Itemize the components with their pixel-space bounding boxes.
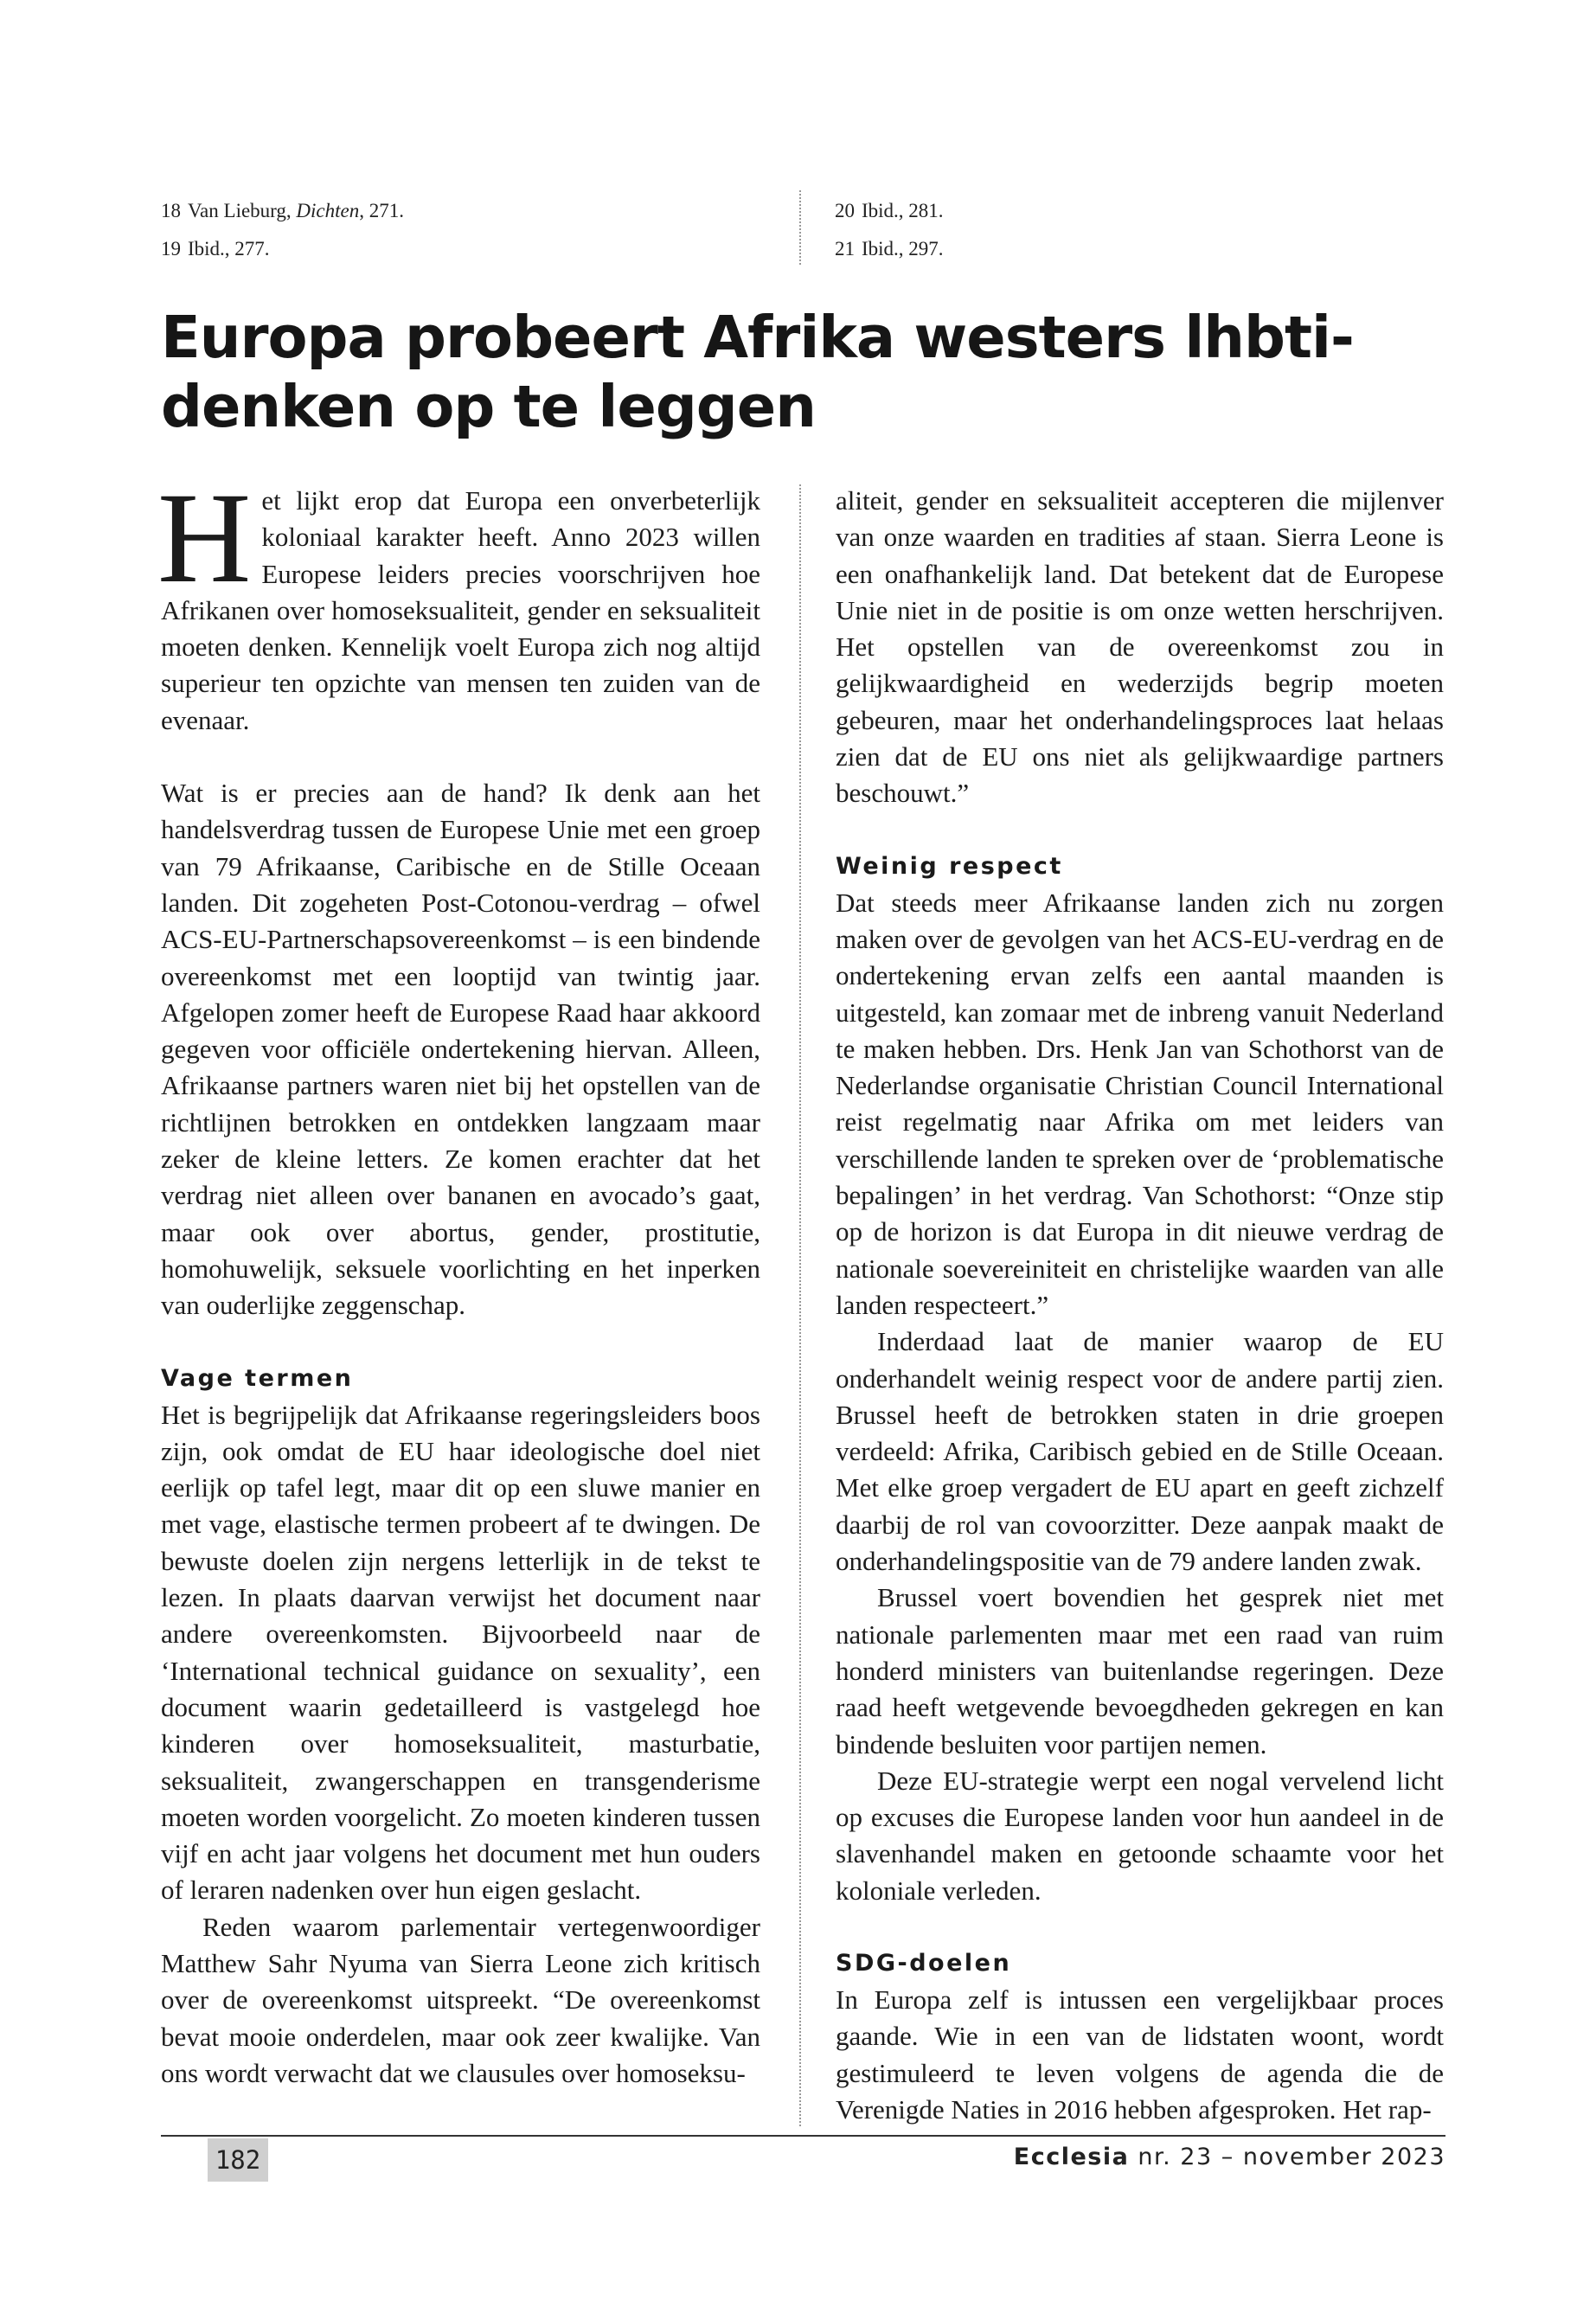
footnote-20: 20 Ibid., 281. xyxy=(835,200,944,221)
footnotes-left xyxy=(161,192,766,268)
footnote-19: 19 Ibid., 277. xyxy=(161,238,270,260)
paragraph: Het lijkt erop dat Europa een onverbeterlijk koloniaal karakter heeft. Anno 2023 willen Europese leiders precies voorschrijven hoe Afrikanen over homoseksualiteit, gender en seksualiteit moeten denken. Kennelijk voelt Europa zich nog altijd superieur ten opzichte van mensen ten zuiden van de evenaar. xyxy=(157,466,760,735)
column-divider xyxy=(799,484,801,2126)
page-number: 182 xyxy=(208,2138,268,2182)
paragraph: Dat steeds meer Afrikaanse landen zich nu zorgen maken over de gevolgen van het ACS-EU-verdrag en de ondertekening ervan zelfs een aantal maanden is uitgesteld, kan zomaar met de inbreng vanuit Nederland te maken hebben. Drs. Henk Jan van Schothorst van de Nederlandse organisatie Christian Council International reist regelmatig naar Afrika om met leiders van verschillende landen te spreken over de ‘problematische bepalingen’ in het verdrag. Van Schothorst: “Onze stip op de horizon is dat Europa in dit nieuwe verdrag de nationale soevereiniteit en christelijke waarden van alle landen respecteert.” xyxy=(836,887,1444,1320)
footnotes-right xyxy=(835,192,1440,268)
paragraph: aliteit, gender en seksualiteit accepteren die mijlenver van onze waarden en tradities af staan. Sierra Leone is een onafhankelijk land. Dat betekent dat de Europese Unie niet in de positie is om onze wetten herschrijven. Het opstellen van de overeenkomst zou in gelijkwaardigheid en wederzijds begrip moeten gebeuren, maar het onderhandelingsproces laat helaas zien dat de EU ons niet als gelijkwaardige partners beschouwt.” xyxy=(836,485,1444,809)
footnote-divider xyxy=(799,190,801,265)
paragraph: Deze EU-strategie werpt een nogal vervelend licht op excuses die Europese landen voor hun aandeel in de slavenhandel maken en getoonde schaamte voor het koloniale verleden. xyxy=(836,1765,1444,1906)
footnote-21: 21 Ibid., 297. xyxy=(835,238,944,260)
footnote-18: 18 Van Lieburg, Dichten, 271. xyxy=(161,200,404,221)
paragraph: In Europa zelf is intussen een vergelijkbaar proces gaande. Wie in een van de lidstaten woont, wordt gestimuleerd te leven volgens de agenda die de Verenigde Naties in 2016 hebben afgesproken. Het rap- xyxy=(836,1984,1444,2125)
journal-issue: nr. 23 – november 2023 xyxy=(1129,2144,1445,2170)
paragraph: Reden waarom parlementair vertegenwoordiger Matthew Sahr Nyuma van Sierra Leone zich kritisch over de overeenkomst uitspreekt. “De overeenkomst bevat mooie onderdelen, maar ook zeer kwalijke. Van ons wordt verwacht dat we clausules over homoseksu- xyxy=(161,1911,760,2088)
footer-rule xyxy=(161,2135,1445,2137)
article-column-right xyxy=(836,483,1444,2128)
section-heading-sdg-doelen: SDG-doelen xyxy=(836,1949,1012,1977)
article-column-left xyxy=(157,466,760,2092)
section-heading-vage-termen: Vage termen xyxy=(161,1364,354,1392)
journal-name: Ecclesia xyxy=(1013,2144,1130,2170)
journal-info xyxy=(1014,2144,1445,2170)
paragraph: Inderdaad laat de manier waarop de EU onderhandelt weinig respect voor de andere partij zien. Brussel heeft de betrokken staten in drie groepen verdeeld: Afrika, Caribisch gebied en de Stille Oceaan. Met elke groep vergadert de EU apart en geeft zichzelf daarbij de rol van covoorzitter. Deze aanpak maakt de onderhandelingspositie van de 79 andere landen zwak. xyxy=(836,1326,1444,1577)
paragraph: Brussel voert bovendien het gesprek niet met nationale parlementen maar met een raad van ruim honderd ministers van buitenlandse regeringen. Deze raad heeft wetgevende bevoegdheden gekregen en kan bindende besluiten voor partijen nemen. xyxy=(836,1582,1444,1759)
article-title: Europa probeert Afrika westers lhbti-denken op te leggen xyxy=(161,304,1354,440)
section-heading-weinig-respect: Weinig respect xyxy=(836,852,1063,880)
paragraph: Wat is er precies aan de hand? Ik denk aan het handelsverdrag tussen de Europese Unie met een groep van 79 Afrikaanse, Caribische en de Stille Oceaan landen. Dit zogeheten Post-Cotonou-verdrag – ofwel ACS-EU-Partnerschapsovereenkomst – is een bindende overeenkomst met een looptijd van twintig jaar. Afgelopen zomer heeft de Europese Raad haar akkoord gegeven voor officiële ondertekening hiervan. Alleen, Afrikaanse partners waren niet bij het opstellen van de richtlijnen betrokken en ontdekken langzaam maar zeker de kleine letters. Ze komen erachter dat het verdrag niet alleen over bananen en avocado’s gaat, maar ook over abortus, gender, prostitutie, homohuwelijk, seksuele voorlichting en het inperken van ouderlijke zeggenschap. xyxy=(161,778,760,1321)
paragraph: Het is begrijpelijk dat Afrikaanse regeringsleiders boos zijn, ook omdat de EU haar ideologische doel niet eerlijk op tafel legt, maar dit op een sluwe manier en met vage, elastische termen probeert af te dwingen. De bewuste doelen zijn nergens letterlijk in de tekst te lezen. In plaats daarvan verwijst het document naar andere overeenkomsten. Bijvoorbeeld naar de ‘International technical guidance on sexuality’, een document waarin gedetailleerd is vastgelegd hoe kinderen over homoseksualiteit, masturbatie, seksualiteit, zwangerschappen en transgenderisme moeten worden voorgelicht. Zo moeten kinderen tussen vijf en acht jaar volgens het document met hun ouders of leraren nadenken over hun eigen geslacht. xyxy=(161,1399,760,1906)
